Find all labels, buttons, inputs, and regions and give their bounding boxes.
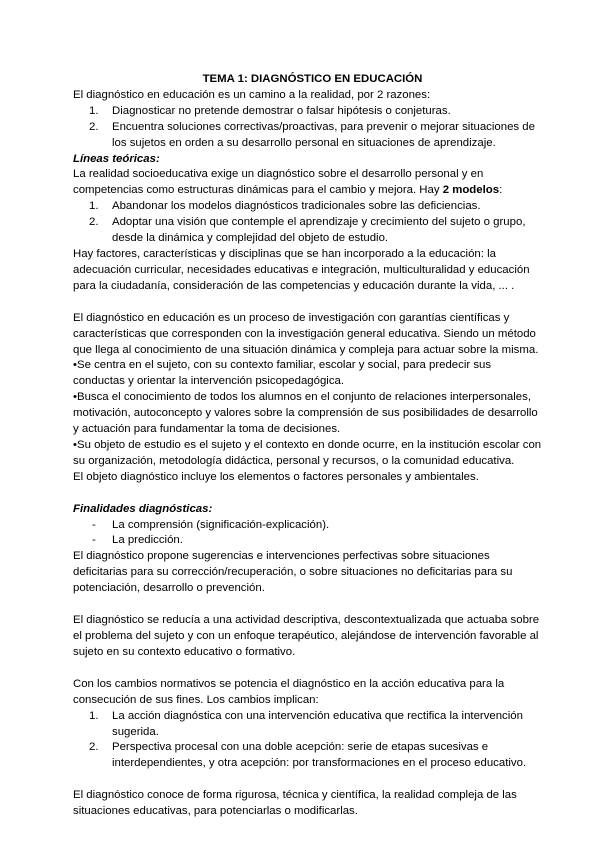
- lineas-bold: 2 modelos: [442, 184, 500, 197]
- lineas-colon: :: [499, 184, 503, 197]
- list-item-text: Adoptar una visión que contemple el aprendizaje y crecimiento del sujeto o grupo, desde la dinámica y complejidad del objeto de estudio.: [112, 216, 526, 245]
- list-item-text: Diagnosticar no pretende demostrar o falsar hipótesis o conjeturas.: [112, 104, 451, 117]
- list-item-text: Encuentra soluciones correctivas/proactivas, para prevenir o mejorar situaciones de los sujetos en orden a su desarrollo personal en situaciones de aprendizaje.: [112, 120, 535, 149]
- spacer: [73, 597, 542, 613]
- cambios-paragraph: Con los cambios normativos se potencia el diagnóstico en la acción educativa para la consecución de sus fines. Los cambios implican:: [73, 677, 505, 706]
- list-item: [73, 120, 542, 152]
- list-item: [73, 518, 542, 534]
- lineas-paragraph: [73, 167, 542, 199]
- objeto-paragraph: El objeto diagnóstico incluye los elementos o factores personales y ambientales.: [73, 470, 479, 483]
- list-marker: 2.: [89, 216, 99, 229]
- list-item: [73, 740, 542, 772]
- list-marker: 1.: [89, 200, 99, 213]
- list-item: [73, 709, 542, 741]
- bullet-paragraph: •Busca el conocimiento de todos los alumnos en el conjunto de relaciones interpersonales, motivación, autoconcepto y valores sobre la comprensión de sus posibilidades de desarrollo y actuación para fundamentar la toma de decisiones.: [73, 391, 538, 436]
- spacer: [73, 661, 542, 677]
- list-marker: 2.: [89, 741, 99, 754]
- list-item-text: Abandonar los modelos diagnósticos tradicionales sobre las deficiencias.: [112, 200, 481, 213]
- list-marker: -: [92, 518, 96, 531]
- lineas-text: La realidad socioeducativa exige un diagnóstico sobre el desarrollo personal y en competencias como estructuras dinámicas para el cambio y mejora. Hay: [73, 168, 484, 197]
- list-item-text: La predicción.: [112, 534, 183, 547]
- propone-paragraph: El diagnóstico propone sugerencias e intervenciones perfectivas sobre situaciones deficitarias para su corrección/recuperación, o sobre situaciones no deficitarias para su potenciación, desarrollo o prevención.: [73, 550, 513, 595]
- list-marker: 1.: [89, 709, 99, 722]
- reducia-paragraph: El diagnóstico se reducía a una actividad descriptiva, descontextualizada que actuaba sobre el problema del sujeto y con un enfoque terapéutico, alejándose de intervención favorable al sujeto en su contexto educativo o formativo.: [73, 614, 540, 658]
- finalidades-heading: Finalidades diagnósticas:: [73, 502, 213, 515]
- finalidades-list: [73, 518, 542, 550]
- list-marker: -: [92, 534, 96, 547]
- list-item: [73, 104, 542, 120]
- list-item: [73, 533, 542, 549]
- bullet-paragraph: •Su objeto de estudio es el sujeto y el contexto en donde ocurre, en la institución escolar con su organización, metodología didáctica, personal y recursos, o la comunidad educativa.: [73, 438, 542, 467]
- list-item-text: La acción diagnóstica con una intervención educativa que rectifica la intervención sugerida.: [112, 709, 523, 738]
- bullet-paragraph: •Se centra en el sujeto, con su contexto familiar, escolar y social, para predecir sus conductas y orientar la intervención psicopedagógica.: [73, 359, 492, 388]
- lineas-heading: Líneas teóricas:: [73, 152, 160, 165]
- list-item: [73, 215, 542, 247]
- document-title: TEMA 1: DIAGNÓSTICO EN EDUCACIÓN: [202, 73, 423, 85]
- list-item-text: La comprensión (significación-explicación).: [112, 518, 330, 531]
- factores-paragraph: Hay factores, características y disciplinas que se han incorporado a la educación: la adecuación curricular, necesidades educativas e integración, multiculturalidad y educación para la ciudadanía, consideración de las competencias y educación durante la vida, ... .: [73, 247, 530, 292]
- reasons-list: [73, 104, 542, 152]
- modelos-list: [73, 199, 542, 247]
- list-marker: 1.: [89, 104, 99, 117]
- list-item: [73, 199, 542, 215]
- implican-list: [73, 709, 542, 773]
- spacer: [73, 486, 542, 502]
- spacer: [73, 772, 542, 788]
- list-item-text: Perspectiva procesal con una doble acepción: serie de etapas sucesivas e interdependientes, y otra acepción: por transformaciones en el proceso educativo.: [112, 741, 527, 770]
- intro-paragraph: El diagnóstico en educación es un camino a la realidad, por 2 razones:: [73, 88, 431, 101]
- conoce-paragraph: El diagnóstico conoce de forma rigurosa, técnica y científica, la realidad compleja de las situaciones educativas, para potenciarlas o modificarlas.: [73, 789, 517, 818]
- list-marker: 2.: [89, 120, 99, 133]
- spacer: [73, 295, 542, 311]
- proceso-paragraph: El diagnóstico en educación es un proceso de investigación con garantías científicas y características que corresponden con la investigación general educativa. Siendo un método que llega al conocimiento de una situación dinámica y compleja para actuar sobre la misma.: [73, 311, 539, 356]
